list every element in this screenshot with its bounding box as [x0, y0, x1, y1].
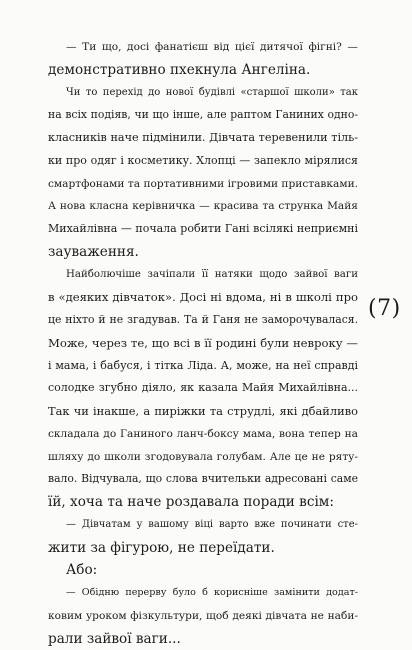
text-line: складала до Ганиного ланч-боксу мама, вона тепер на [48, 423, 358, 446]
text-line: — Дівчатам у вашому віці варто вже починати сте- [48, 514, 358, 537]
text-line: в «деяких дівчаток». Досі ні вдома, ні в школі про [48, 286, 358, 309]
text-line: — Обідню перерву було б корисніше замінити додат- [48, 582, 358, 605]
text-line: вало. Відчувала, що слова вчительки адресовані саме [48, 468, 358, 491]
text-line: Найболючіше зачіпали її натяки щодо зайвої ваги [48, 264, 358, 287]
text-line: і мама, і бабуся, і тітка Ліда. А, може, на неї справді [48, 355, 358, 378]
text-line: це ніхто й не згадував. Та й Ганя не заморочувалася. [48, 309, 358, 332]
text-line: — Ти що, досі фанатієш від цієї дитячої фігні? — [48, 36, 358, 59]
text-line: класників наче підмінили. Дівчата теревенили тіль- [48, 127, 358, 150]
text-line: А нова класна керівничка — красива та струнка Майя [48, 195, 358, 218]
text-line: солодке згубно діяло, як казала Майя Михайлівна... [48, 377, 358, 400]
text-line: демонстративно пхекнула Ангеліна. [48, 59, 358, 82]
text-line: ковим уроком фізкультури, щоб деякі дівчата не наби- [48, 605, 358, 628]
text-line: зауваження. [48, 241, 358, 264]
text-line: ки про одяг і косметику. Хлопці — запекло мірялися [48, 150, 358, 173]
page-number: (7) [368, 296, 401, 321]
text-line: на всіх подіяв, чи що інше, але раптом Ганиних одно- [48, 104, 358, 127]
text-line: Михайлівна — почала робити Гані всілякі неприємні [48, 218, 358, 241]
text-line: рали зайвої ваги... [48, 628, 358, 650]
text-line: їй, хоча та наче роздавала поради всім: [48, 491, 358, 514]
text-line: Або: [48, 559, 358, 582]
text-line: шляху до школи згодовувала голубам. Але це не ряту- [48, 446, 358, 469]
text-line: Може, через те, що всі в її родині були невроку — [48, 332, 358, 355]
text-line: Чи то перехід до нової будівлі «старшої школи» так [48, 82, 358, 105]
text-line: жити за фігурою, не переїдати. [48, 537, 358, 560]
text-line: Так чи інакше, а пиріжки та струдлі, які дбайливо [48, 400, 358, 423]
body-text [48, 36, 358, 650]
text-line: смартфонами та портативними ігровими приставками. [48, 173, 358, 196]
